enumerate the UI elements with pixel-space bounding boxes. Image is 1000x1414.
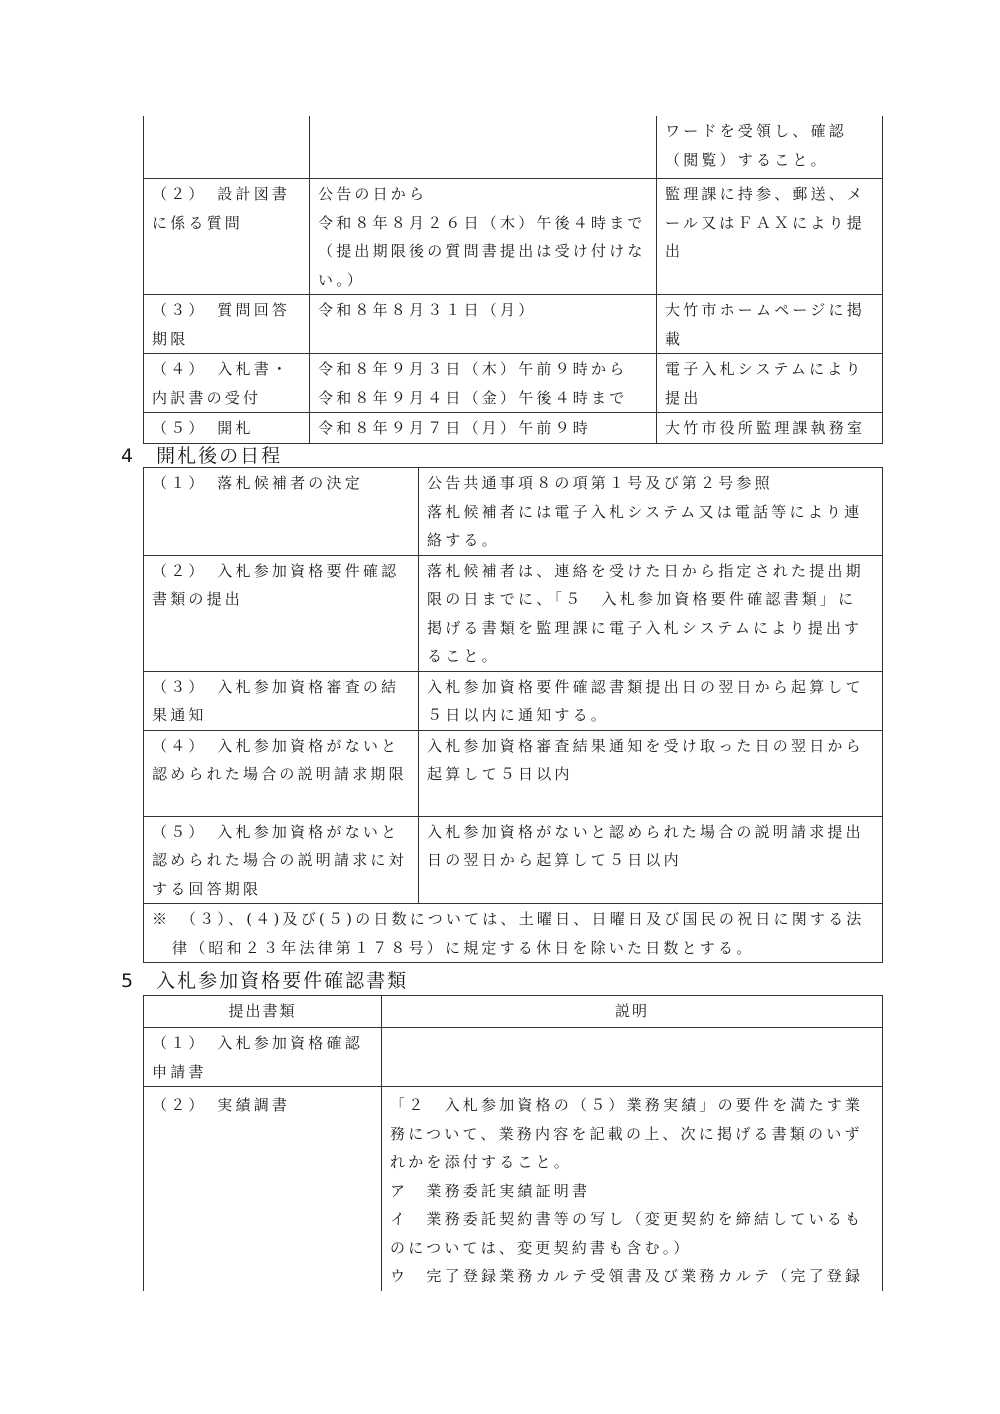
schedule-method: ワードを受領し、確認（閲覧）すること。 xyxy=(657,116,883,179)
section-4-heading: 4 開札後の日程 xyxy=(121,445,283,467)
table-row xyxy=(144,1087,883,1291)
schedule-period: 令和８年９月７日（月）午前９時 xyxy=(310,413,657,444)
schedule-table xyxy=(143,116,883,444)
documents-table xyxy=(143,995,883,1291)
schedule-method: 電子入札システムにより提出 xyxy=(657,354,883,413)
schedule-period: 令和８年８月３１日（月） xyxy=(310,295,657,354)
document-item: （１） 入札参加資格確認申請書 xyxy=(144,1028,382,1087)
schedule-desc: 入札参加資格審査結果通知を受け取った日の翌日から起算して５日以内 xyxy=(419,730,883,816)
schedule-period: 公告の日から 令和８年８月２６日（木）午後４時まで（提出期限後の質問書提出は受け付けない。） xyxy=(310,179,657,295)
post-opening-schedule-table xyxy=(143,467,883,963)
table-row xyxy=(144,816,883,904)
table-row xyxy=(144,295,883,354)
schedule-period xyxy=(310,116,657,179)
column-header-documents: 提出書類 xyxy=(144,996,382,1028)
table-row xyxy=(144,671,883,730)
document-item: （２） 実績調書 xyxy=(144,1087,382,1291)
table-row xyxy=(144,1028,883,1087)
table-row xyxy=(144,116,883,179)
column-header-description: 説明 xyxy=(382,996,883,1028)
schedule-item: （４） 入札参加資格がないと認められた場合の説明請求期限 xyxy=(144,730,419,816)
schedule-period: 令和８年９月３日（木）午前９時から 令和８年９月４日（金）午後４時まで xyxy=(310,354,657,413)
document-desc xyxy=(382,1028,883,1087)
table-row xyxy=(144,904,883,963)
schedule-item: （３） 質問回答期限 xyxy=(144,295,310,354)
table-row xyxy=(144,413,883,444)
table-row xyxy=(144,179,883,295)
schedule-desc: 落札候補者は、連絡を受けた日から指定された提出期限の日までに、「５ 入札参加資格要件確認書類」に掲げる書類を監理課に電子入札システムにより提出すること。 xyxy=(419,555,883,671)
schedule-item: （２） 入札参加資格要件確認書類の提出 xyxy=(144,555,419,671)
schedule-method: 大竹市役所監理課執務室 xyxy=(657,413,883,444)
schedule-method: 監理課に持参、郵送、メール又はＦＡＸにより提出 xyxy=(657,179,883,295)
schedule-item: （５） 入札参加資格がないと認められた場合の説明請求に対する回答期限 xyxy=(144,816,419,904)
document-desc: 「２ 入札参加資格の（５）業務実績」の要件を満たす業務について、業務内容を記載の上、次に掲げる書類のいずれかを添付すること。 ア 業務委託実績証明書 イ 業務委託契約書等の写し（変更契約を締結しているものについては、変更契約書も含む。） ウ 完了登録業務カルテ受領書及び業務カルテ（完了登録 xyxy=(382,1087,883,1291)
table-header-row xyxy=(144,996,883,1028)
schedule-desc: 入札参加資格がないと認められた場合の説明請求提出日の翌日から起算して５日以内 xyxy=(419,816,883,904)
table-row xyxy=(144,730,883,816)
table-row xyxy=(144,555,883,671)
schedule-item xyxy=(144,116,310,179)
schedule-item: （４） 入札書・内訳書の受付 xyxy=(144,354,310,413)
section-5-heading: 5 入札参加資格要件確認書類 xyxy=(121,970,409,992)
schedule-item: （１） 落札候補者の決定 xyxy=(144,468,419,556)
schedule-item: （２） 設計図書に係る質問 xyxy=(144,179,310,295)
schedule-item: （３） 入札参加資格審査の結果通知 xyxy=(144,671,419,730)
table-row xyxy=(144,354,883,413)
schedule-method: 大竹市ホームページに掲載 xyxy=(657,295,883,354)
schedule-desc: 入札参加資格要件確認書類提出日の翌日から起算して５日以内に通知する。 xyxy=(419,671,883,730)
schedule-item: （５） 開札 xyxy=(144,413,310,444)
schedule-desc: 公告共通事項８の項第１号及び第２号参照 落札候補者には電子入札システム又は電話等により連絡する。 xyxy=(419,468,883,556)
table-row xyxy=(144,468,883,556)
note-text: ※ （３）、(４)及び(５)の日数については、土曜日、日曜日及び国民の祝日に関する法律（昭和２３年法律第１７８号）に規定する休日を除いた日数とする。 xyxy=(144,904,883,963)
